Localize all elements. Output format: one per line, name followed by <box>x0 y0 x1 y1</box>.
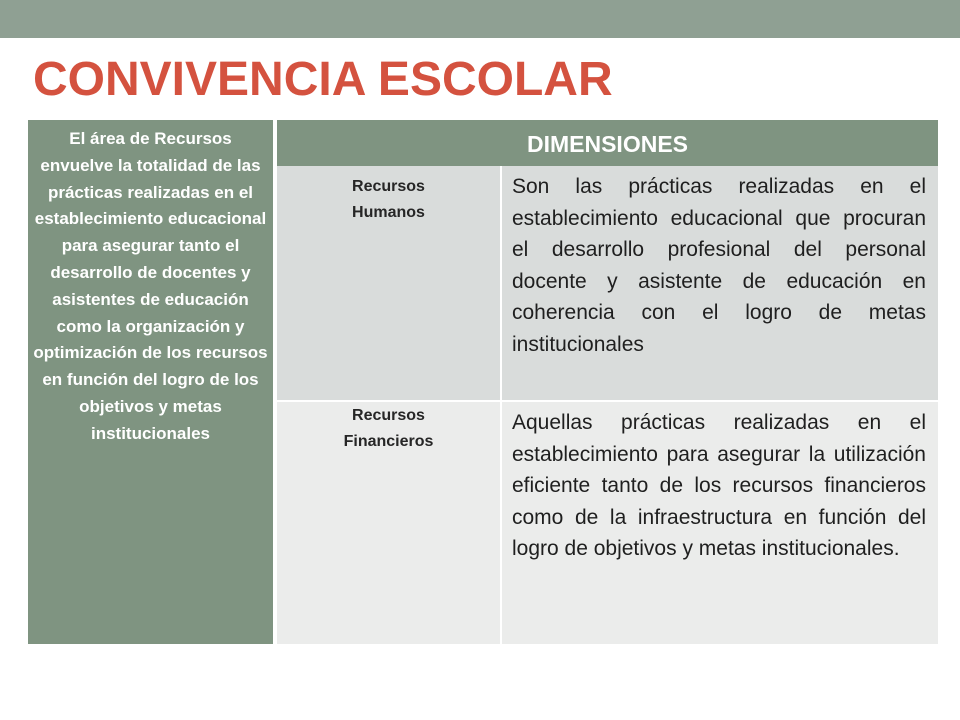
row-label-humanos: Recursos Humanos <box>352 178 425 221</box>
row-divider <box>277 400 938 402</box>
slide-title: CONVIVENCIA ESCOLAR <box>33 53 613 106</box>
row-label-financieros: Recursos Financieros <box>343 407 434 450</box>
row-description-humanos: Son las prácticas realizadas en el establecimiento educacional que procuran el desarrollo profesional del personal docente y asistente de educación en coherencia con el logro de metas institucionales <box>512 175 926 356</box>
dimensions-header: DIMENSIONES <box>277 120 938 166</box>
top-accent-bar <box>0 0 960 38</box>
left-description-panel <box>28 120 273 644</box>
row-description-financieros: Aquellas prácticas realizadas en el establecimiento para asegurar la utilización eficiente tanto de los recursos financieros como de la infraestructura en función del logro de objetivos y metas institucionales. <box>512 411 926 560</box>
left-description-text: El área de Recursos envuelve la totalidad de las prácticas realizadas en el establecimiento educacional para asegurar tanto el desarrollo de docentes y asistentes de educación como la organización y optimización de los recursos en función del logro de los objetivos y metas institucionales <box>33 129 268 443</box>
column-divider <box>500 166 502 644</box>
